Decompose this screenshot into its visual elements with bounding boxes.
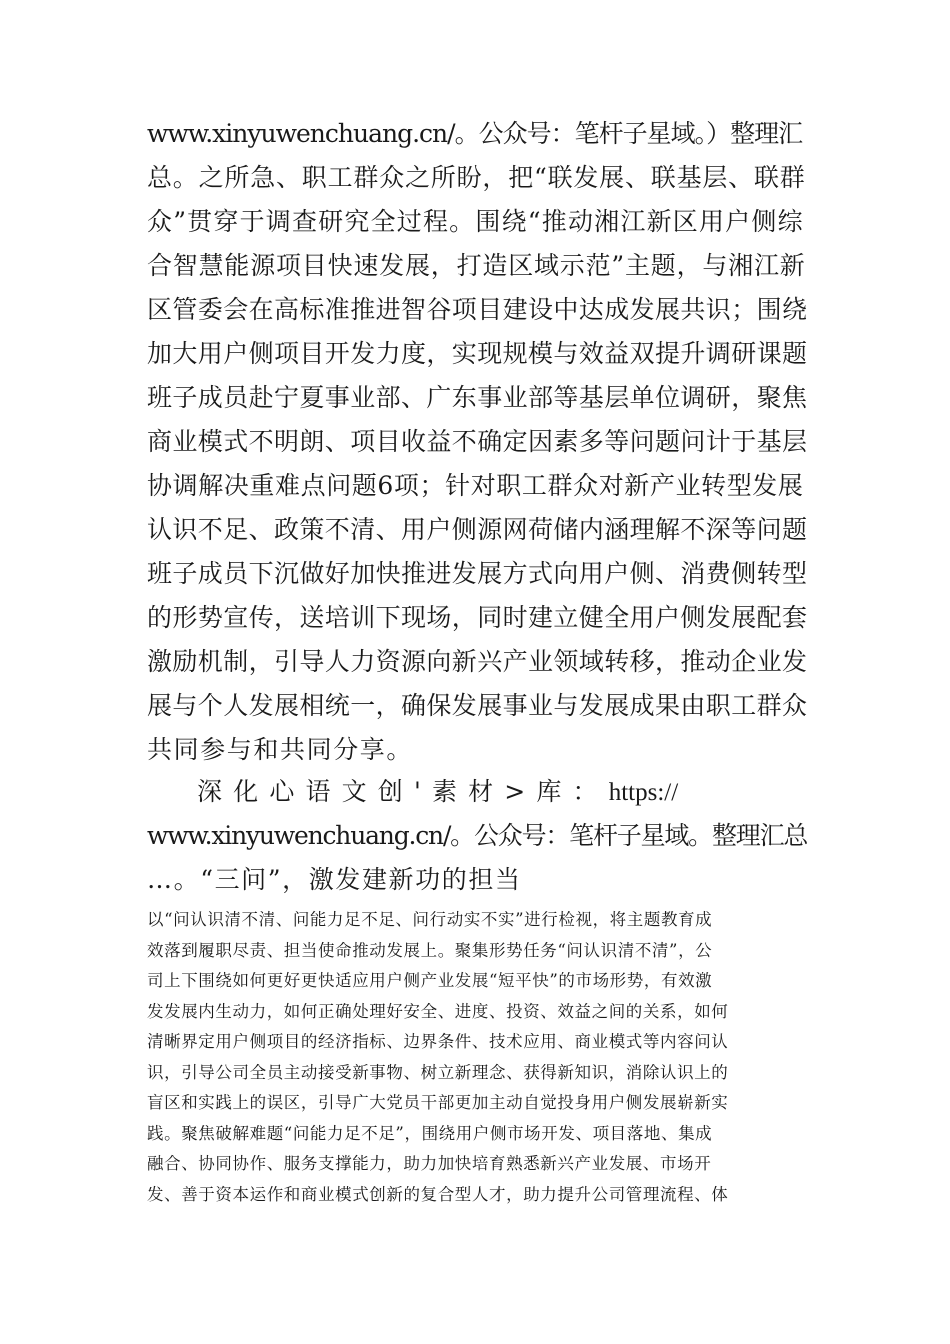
text-line: 班子成员赴宁夏事业部、广东事业部等基层单位调研，聚焦 (147, 383, 808, 412)
text-line: 协调解决重难点问题6项；针对职工群众对新产业转型发展 (147, 471, 804, 500)
spaced-char: ' (413, 777, 423, 806)
spaced-char: 心 (269, 777, 296, 806)
spaced-char: 素 (431, 777, 459, 806)
text-line: 识，引导公司全员主动接受新事物、树立新理念、获得新知识，消除认识上的 (147, 1062, 729, 1082)
text-line: 践。聚焦破解难题“问能力足不足”，围绕用户侧市场开发、项目落地、集成 (147, 1123, 713, 1143)
text-line: 班子成员下沉做好加快推进发展方式向用户侧、消费侧转型 (147, 559, 808, 588)
spaced-char: 库 (536, 777, 563, 806)
text-line: 发、善于资本运作和商业模式创新的复合型人才，助力提升公司管理流程、体 (147, 1184, 729, 1204)
text-line: 合智慧能源项目快速发展，打造区域示范”主题，与湘江新 (147, 251, 806, 280)
spaced-char: 材 (468, 777, 495, 806)
text-line: 总。之所急、职工群众之所盼，把“联发展、联基层、联群 (147, 163, 806, 192)
text-line: 效落到履职尽责、担当使命推动发展上。聚集形势任务“问认识清不清”，公 (147, 940, 713, 960)
text-line: …。“三问”，激发建新功的担当 (147, 865, 522, 894)
text-line: 以“问认识清不清、问能力足不足、问行动实不实”进行检视，将主题教育成 (147, 910, 713, 929)
text-line: 融合、协同协作、服务支撑能力，助力加快培育熟悉新兴产业发展、市场开 (147, 1154, 712, 1173)
text-line: 展与个人发展相统一，确保发展事业与发展成果由职工群众 (147, 691, 808, 720)
text-line: www.xinyuwenchuang.cn/。公众号：笔杆子星域。）整理汇 (147, 119, 803, 148)
spaced-char: 化 (233, 777, 260, 806)
spaced-char: > (504, 777, 527, 806)
text-line: 的形势宣传，送培训下现场，同时建立健全用户侧发展配套 (147, 603, 808, 632)
spaced-char: ： (572, 777, 600, 806)
spaced-char: 创 (377, 777, 405, 806)
text-line: 共同参与和共同分享。 (147, 735, 414, 764)
text-line: 激励机制，引导人力资源向新兴产业领域转移，推动企业发 (147, 647, 808, 676)
spaced-char: 文 (341, 777, 369, 806)
text-line: 清晰界定用户侧项目的经济指标、边界条件、技术应用、商业模式等内容问认 (147, 1032, 729, 1051)
text-line: 众”贯穿于调查研究全过程。围绕“推动湘江新区用户侧综 (147, 207, 804, 236)
paragraph-three-questions-heading (147, 770, 807, 902)
text-line: 加大用户侧项目开发力度，实现规模与效益双提升调研课题 (147, 339, 808, 368)
text-line: www.xinyuwenchuang.cn/。公众号：笔杆子星域。整理汇总 (147, 821, 808, 850)
spaced-text-line (147, 770, 807, 814)
paragraph-research (147, 112, 807, 772)
text-line: 区管委会在高标准推进智谷项目建设中达成发展共识；围绕 (147, 295, 808, 324)
text-line: 盲区和实践上的误区，引导广大党员干部更加主动自觉投身用户侧发展崭新实 (147, 1093, 729, 1112)
paragraph-self-examination (147, 905, 807, 1210)
text-line: 司上下围绕如何更好更快适应用户侧产业发展“短平快”的市场形势，有效激 (147, 971, 713, 990)
spaced-char: 深 (197, 777, 224, 806)
spaced-char: 语 (305, 777, 333, 806)
spaced-url: https:// (608, 779, 679, 806)
text-line: 发发展内生动力，如何正确处理好安全、进度、投资、效益之间的关系，如何 (147, 1001, 729, 1021)
text-line: 商业模式不明朗、项目收益不确定因素多等问题问计于基层 (147, 427, 808, 456)
text-line: 认识不足、政策不清、用户侧源网荷储内涵理解不深等问题 (147, 515, 808, 544)
